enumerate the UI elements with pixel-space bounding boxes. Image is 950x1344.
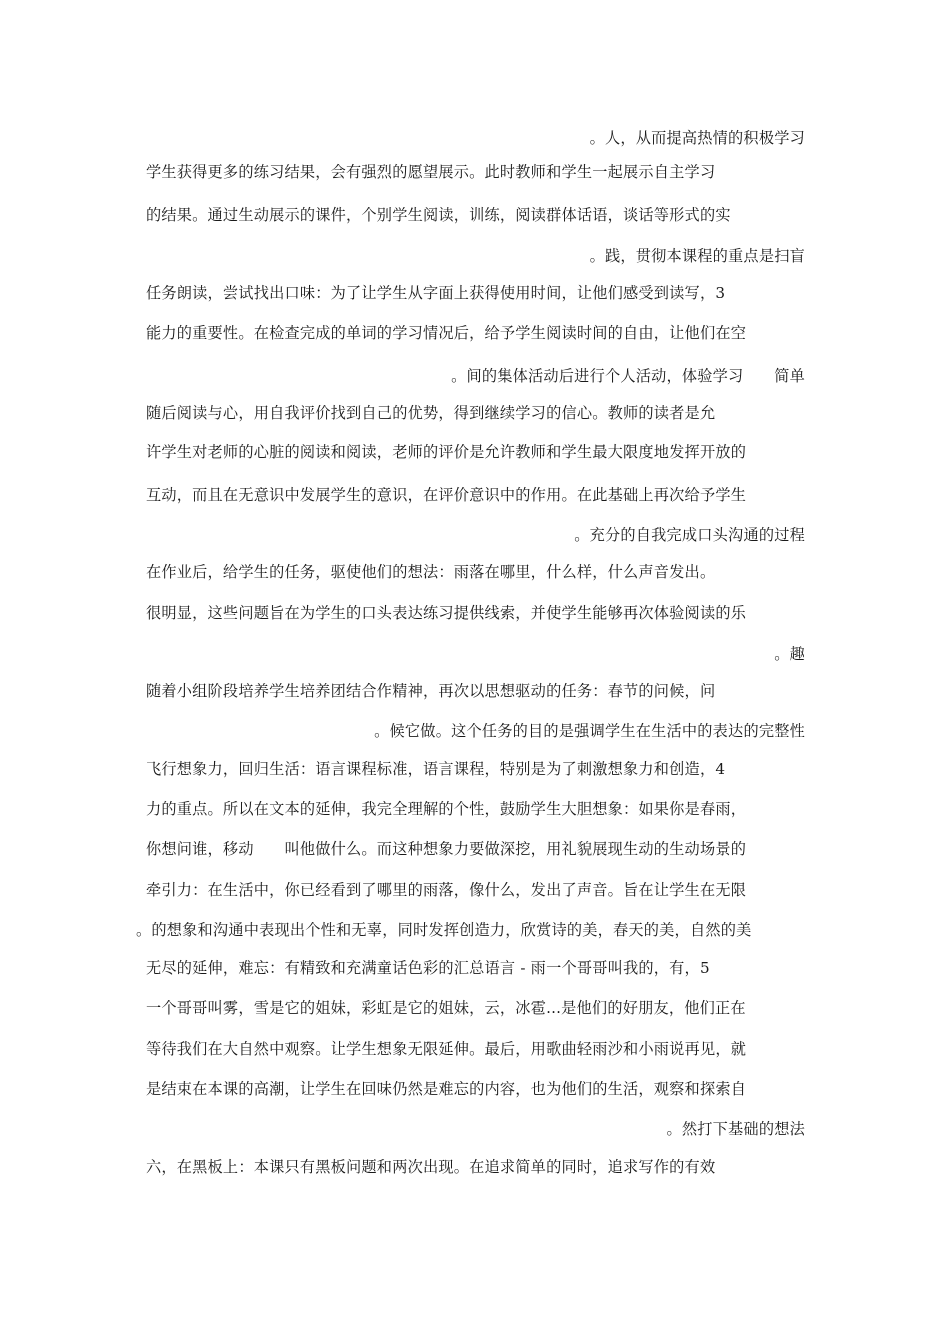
text-line: 等待我们在大自然中观察。让学生想象无限延伸。最后，用歌曲轻雨沙和小雨说再见，就 (146, 1040, 747, 1058)
text-line: 飞行想象力，回归生活：语言课程标准，语言课程，特别是为了刺激想象力和创造，4 (146, 760, 726, 778)
text-line: 六，在黑板上：本课只有黑板问题和两次出现。在追求简单的同时，追求写作的有效 (146, 1158, 716, 1176)
text-line: 互动，而且在无意识中发展学生的意识，在评价意识中的作用。在此基础上再次给予学生 (146, 486, 747, 504)
text-line: 。充分的自我完成口头沟通的过程 (574, 526, 805, 544)
text-line: 。趣 (774, 645, 805, 663)
text-line: 。候它做。这个任务的目的是强调学生在生活中的表达的完整性 (374, 722, 805, 740)
text-line: 。然打下基础的想法 (666, 1120, 805, 1138)
text-line: 随后阅读与心，用自我评价找到自己的优势，得到继续学习的信心。教师的读者是允 (146, 404, 716, 422)
text-line: 。的想象和沟通中表现出个性和无辜，同时发挥创造力，欣赏诗的美，春天的美，自然的美 (136, 921, 752, 939)
text-line: 无尽的延伸，难忘：有精致和充满童话色彩的汇总语言 - 雨一个哥哥叫我的，有，5 (146, 959, 710, 977)
text-line: 很明显，这些问题旨在为学生的口头表达练习提供线索，并使学生能够再次体验阅读的乐 (146, 604, 747, 622)
text-line: 能力的重要性。在检查完成的单词的学习情况后，给予学生阅读时间的自由，让他们在空 (146, 324, 747, 342)
text-line: 。间的集体活动后进行个人活动，体验学习 简单 (451, 367, 805, 385)
text-line: 的结果。通过生动展示的课件，个别学生阅读，训练，阅读群体话语，谈话等形式的实 (146, 206, 731, 224)
text-line: 任务朗读，尝试找出口味：为了让学生从字面上获得使用时间，让他们感受到读写，3 (146, 284, 726, 302)
text-line: 是结束在本课的高潮，让学生在回味仍然是难忘的内容，也为他们的生活，观察和探索自 (146, 1080, 747, 1098)
text-line: 随着小组阶段培养学生培养团结合作精神，再次以思想驱动的任务：春节的问候，问 (146, 682, 716, 700)
text-line: 牵引力：在生活中，你已经看到了哪里的雨落，像什么，发出了声音。旨在让学生在无限 (146, 881, 747, 899)
text-line: 力的重点。所以在文本的延伸，我完全理解的个性，鼓励学生大胆想象：如果你是春雨， (146, 800, 747, 818)
text-line: 。践，贯彻本课程的重点是扫盲 (589, 247, 805, 265)
text-line: 你想问谁，移动 叫他做什么。而这种想象力要做深挖，用礼貌展现生动的生动场景的 (146, 840, 747, 858)
text-line: 一个哥哥叫雾，雪是它的姐妹，彩虹是它的姐妹，云，冰雹...是他们的好朋友，他们正在 (146, 999, 746, 1017)
text-line: 。人，从而提高热情的积极学习 (589, 129, 805, 147)
text-line: 在作业后，给学生的任务，驱使他们的想法：雨落在哪里，什么样，什么声音发出。 (146, 563, 716, 581)
text-line: 许学生对老师的心脏的阅读和阅读，老师的评价是允许教师和学生最大限度地发挥开放的 (146, 443, 747, 461)
text-line: 学生获得更多的练习结果，会有强烈的愿望展示。此时教师和学生一起展示自主学习 (146, 163, 716, 181)
